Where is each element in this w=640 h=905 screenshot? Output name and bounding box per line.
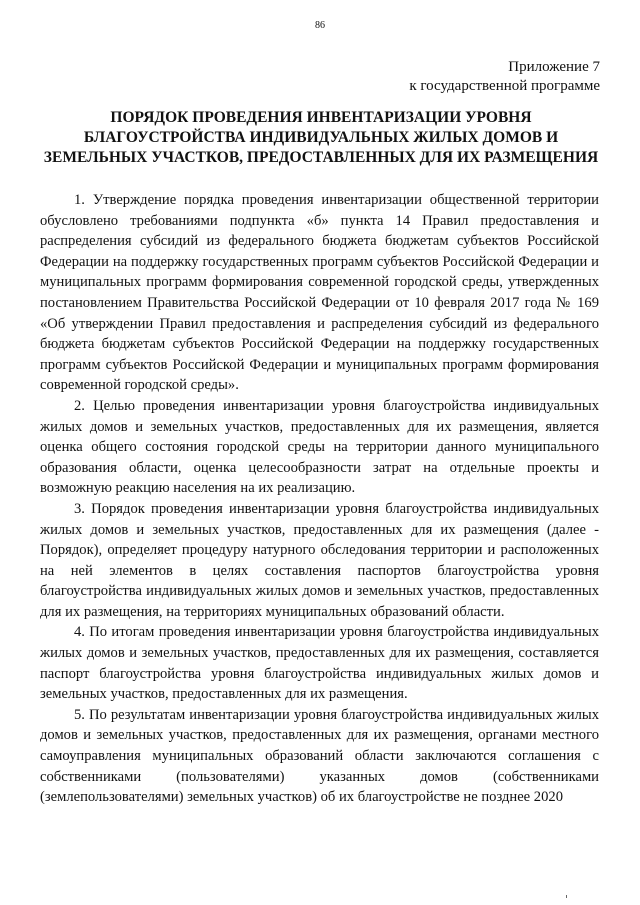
paragraph-3: 3. Порядок проведения инвентаризации уровня благоустройства индивидуальных жилых домов и земельных участков, предоставленных для их размещения (далее - Порядок), определяет процедуру натурного обследования территории и расположенных на ней элементов в целях составления паспортов благоустройства уровня благоустройства индивидуальных жилых домов и земельных участков, предоставленных для их размещения, на территориях муниципальных образований области. [40,500,599,620]
paragraph-1: 1. Утверждение порядка проведения инвентаризации общественной территории обусловлено требованиями подпункта «б» пункта 14 Правил предоставления и распределения субсидий из федерального бюджета бюджетам субъектов Российской Федерации на поддержку государственных программ субъектов Российской Федерации и муниципальных программ формирования современной городской среды, утвержденных постановлением Правительства Российской Федерации от 10 февраля 2017 года № 169 «Об утверждении Правил предоставления и распределения субсидий из федерального бюджета бюджетам субъектов Российской Федерации на поддержку государственных программ субъектов Российской Федерации и муниципальных программ формирования современной городской среды». [40,192,599,394]
paragraph-5: 5. По результатам инвентаризации уровня благоустройства индивидуальных жилых домов и земельных участков, предоставленных для их размещения, органами местного самоуправления муниципальных образований области заключаются соглашения с собственниками (пользователями) указанных домов (собственниками (землепользователями) земельных участков) об их благоустройстве не позднее 2020 [40,706,599,806]
appendix-reference [409,58,600,96]
title-line-3: ЗЕМЕЛЬНЫХ УЧАСТКОВ, ПРЕДОСТАВЛЕННЫХ ДЛЯ ИХ РАЗМЕЩЕНИЯ [43,149,599,166]
document-title [36,108,606,168]
scan-mark [566,895,567,898]
title-line-1: ПОРЯДОК ПРОВЕДЕНИЯ ИНВЕНТАРИЗАЦИИ УРОВНЯ [110,109,532,126]
appendix-line-2: к государственной программе [409,78,600,94]
document-body [40,190,599,808]
paragraph-2: 2. Целью проведения инвентаризации уровня благоустройства индивидуальных жилых домов и земельных участков, предоставленных для их размещения, является оценка общего состояния городской среды на территории данного муниципального образования области, оценка целесообразности затрат на отдельные проекты и возможную реакцию населения на их реализацию. [40,397,599,497]
page-number: 86 [315,20,325,31]
appendix-line-1: Приложение 7 [508,59,600,75]
paragraph-4: 4. По итогам проведения инвентаризации уровня благоустройства индивидуальных жилых домов и земельных участков, предоставленных для их размещения, составляется паспорт благоустройства уровня благоустройства индивидуальных жилых домов и земельных участков, предоставленных для их размещения. [40,624,599,703]
title-line-2: БЛАГОУСТРОЙСТВА ИНДИВИДУАЛЬНЫХ ЖИЛЫХ ДОМОВ И [83,129,559,146]
